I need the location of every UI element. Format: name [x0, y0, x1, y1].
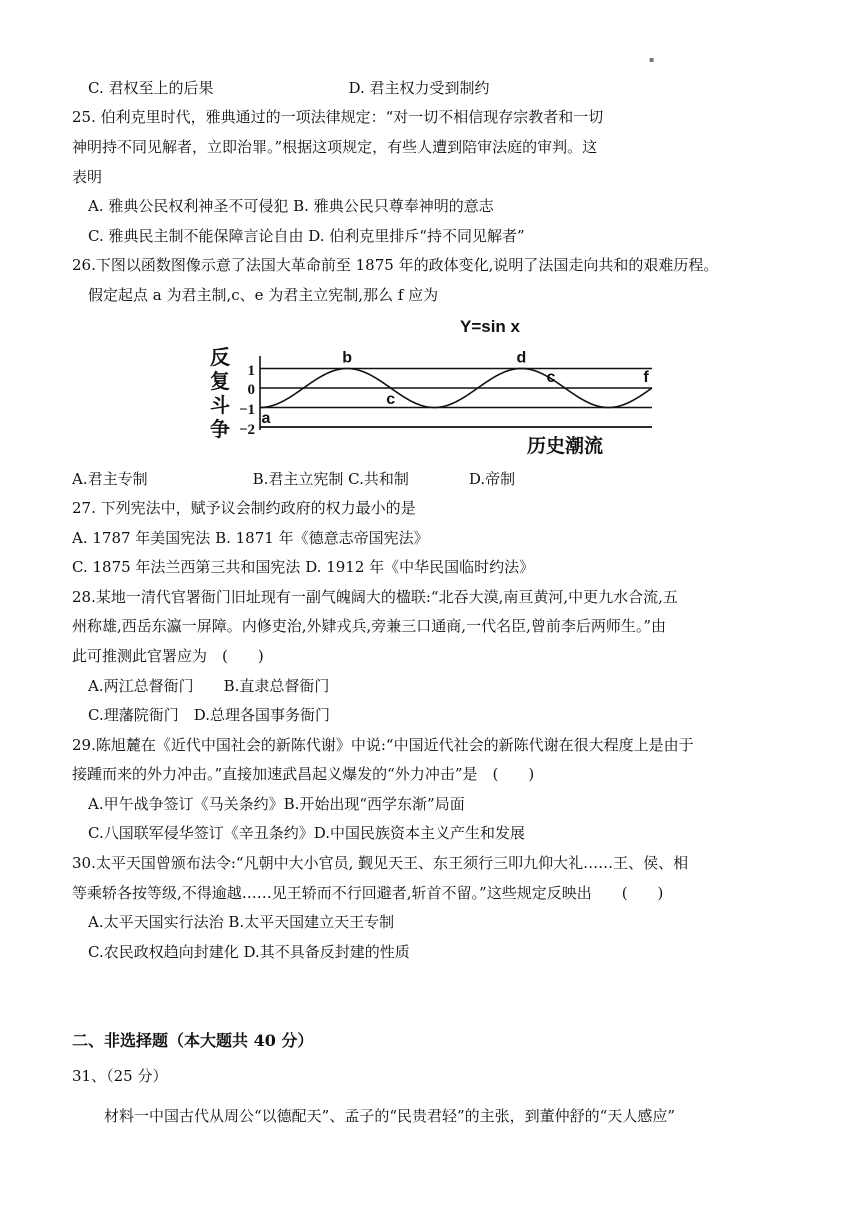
q30-options-cd: C.农民政权趋向封建化 D.其不具备反封建的性质: [88, 943, 410, 961]
q28-stem-line3: 此可推测此官署应为 ( ): [72, 647, 264, 665]
q26-options: A.君主专制 B.君主立宪制 C.共和制 D.帝制: [72, 470, 516, 488]
section-heading: 二、非选择题（本大题共 40 分）: [72, 1031, 314, 1050]
y-tick-label: −1: [238, 402, 255, 418]
q30-stem-line1: 30.太平天国曾颁布法令:“凡朝中大小官员, 觐见天王、东王须行三叩九仰大礼……王、侯、相: [72, 854, 689, 872]
y-tick-label: −2: [238, 422, 255, 438]
q26-stem-line2: 假定起点 a 为君主制,c、e 为君主立宪制,那么 f 应为: [88, 286, 439, 304]
q25-stem-line3: 表明: [72, 168, 103, 186]
q24-options-cd: C. 君权至上的后果 D. 君主权力受到制约: [88, 79, 490, 97]
y-tick-label: 0: [247, 382, 255, 398]
q25-stem-line1: 25. 伯利克里时代，雅典通过的一项法律规定：“对一切不相信现存宗教者和一切: [72, 108, 604, 126]
point-label-a: a: [261, 410, 271, 427]
point-label-c: c: [546, 369, 556, 386]
q29-options-ab: A.甲午战争签订《马关条约》B.开始出现“西学东渐”局面: [88, 795, 465, 813]
q31-material-line1: 材料一中国古代从周公“以德配天”、孟子的“民贵君轻”的主张，到董仲舒的“天人感应”: [104, 1107, 676, 1125]
q27-options-cd: C. 1875 年法兰西第三共和国宪法 D. 1912 年《中华民国临时约法》: [72, 558, 535, 576]
q27-stem: 27. 下列宪法中，赋予议会制约政府的权力最小的是: [72, 499, 416, 517]
q26-stem-line1: 26.下图以函数图像示意了法国大革命前至 1875 年的政体变化,说明了法国走向共和的艰难历程。: [72, 256, 719, 274]
q25-stem-line2: 神明持不同见解者，立即治罪。”根据这项规定，有些人遭到陪审法庭的审判。这: [72, 138, 598, 156]
q29-options-cd: C.八国联军侵华签订《辛丑条约》D.中国民族资本主义产生和发展: [88, 824, 525, 842]
page-mark: ▪: [649, 55, 655, 64]
point-label-b: b: [342, 349, 353, 367]
point-label-d: d: [516, 349, 527, 367]
q30-options-ab: A.太平天国实行法治 B.太平天国建立天王专制: [88, 913, 395, 931]
q29-stem-line1: 29.陈旭麓在《近代中国社会的新陈代谢》中说:“中国近代社会的新陈代谢在很大程度上是由于: [72, 736, 694, 754]
q31-heading: 31、（25 分）: [72, 1067, 168, 1085]
q30-stem-line2: 等乘轿各按等级,不得逾越……见王轿而不行回避者,斩首不留。”这些规定反映出 ( ): [72, 884, 664, 902]
q29-stem-line2: 接踵而来的外力冲击。”直接加速武昌起义爆发的“外力冲击”是 ( ): [72, 765, 535, 783]
q28-stem-line1: 28.某地一清代官署衙门旧址现有一副气魄阔大的楹联:“北吞大漠,南亘黄河,中更九水合流,五: [72, 588, 678, 606]
y-axis-label-char: 斗: [210, 393, 230, 417]
point-label-c: c: [386, 391, 396, 408]
q25-options-cd: C. 雅典民主制不能保障言论自由 D. 伯利克里排斥“持不同见解者”: [88, 227, 525, 245]
chart-title: Y=sin x: [459, 318, 521, 336]
y-axis-label-char: 争: [210, 417, 230, 441]
y-tick-label: 1: [247, 363, 255, 379]
sine-wave-figure: [200, 318, 660, 458]
q25-options-ab: A. 雅典公民权利神圣不可侵犯 B. 雅典公民只尊奉神明的意志: [88, 197, 494, 215]
y-axis-label-char: 反: [210, 345, 230, 369]
y-axis-label-char: 复: [210, 369, 230, 393]
point-label-f: f: [643, 369, 649, 386]
q28-options-ab: A.两江总督衙门 B.直隶总督衙门: [88, 677, 330, 695]
q28-stem-line2: 州称雄,西岳东瀛一屏障。内修吏治,外肄戎兵,旁兼三口通商,一代名臣,曾前李后两师生。”由: [72, 617, 667, 635]
q27-options-ab: A. 1787 年美国宪法 B. 1871 年《德意志帝国宪法》: [72, 529, 429, 547]
q28-options-cd: C.理藩院衙门 D.总理各国事务衙门: [88, 706, 330, 724]
x-axis-label: 历史潮流: [526, 435, 604, 457]
